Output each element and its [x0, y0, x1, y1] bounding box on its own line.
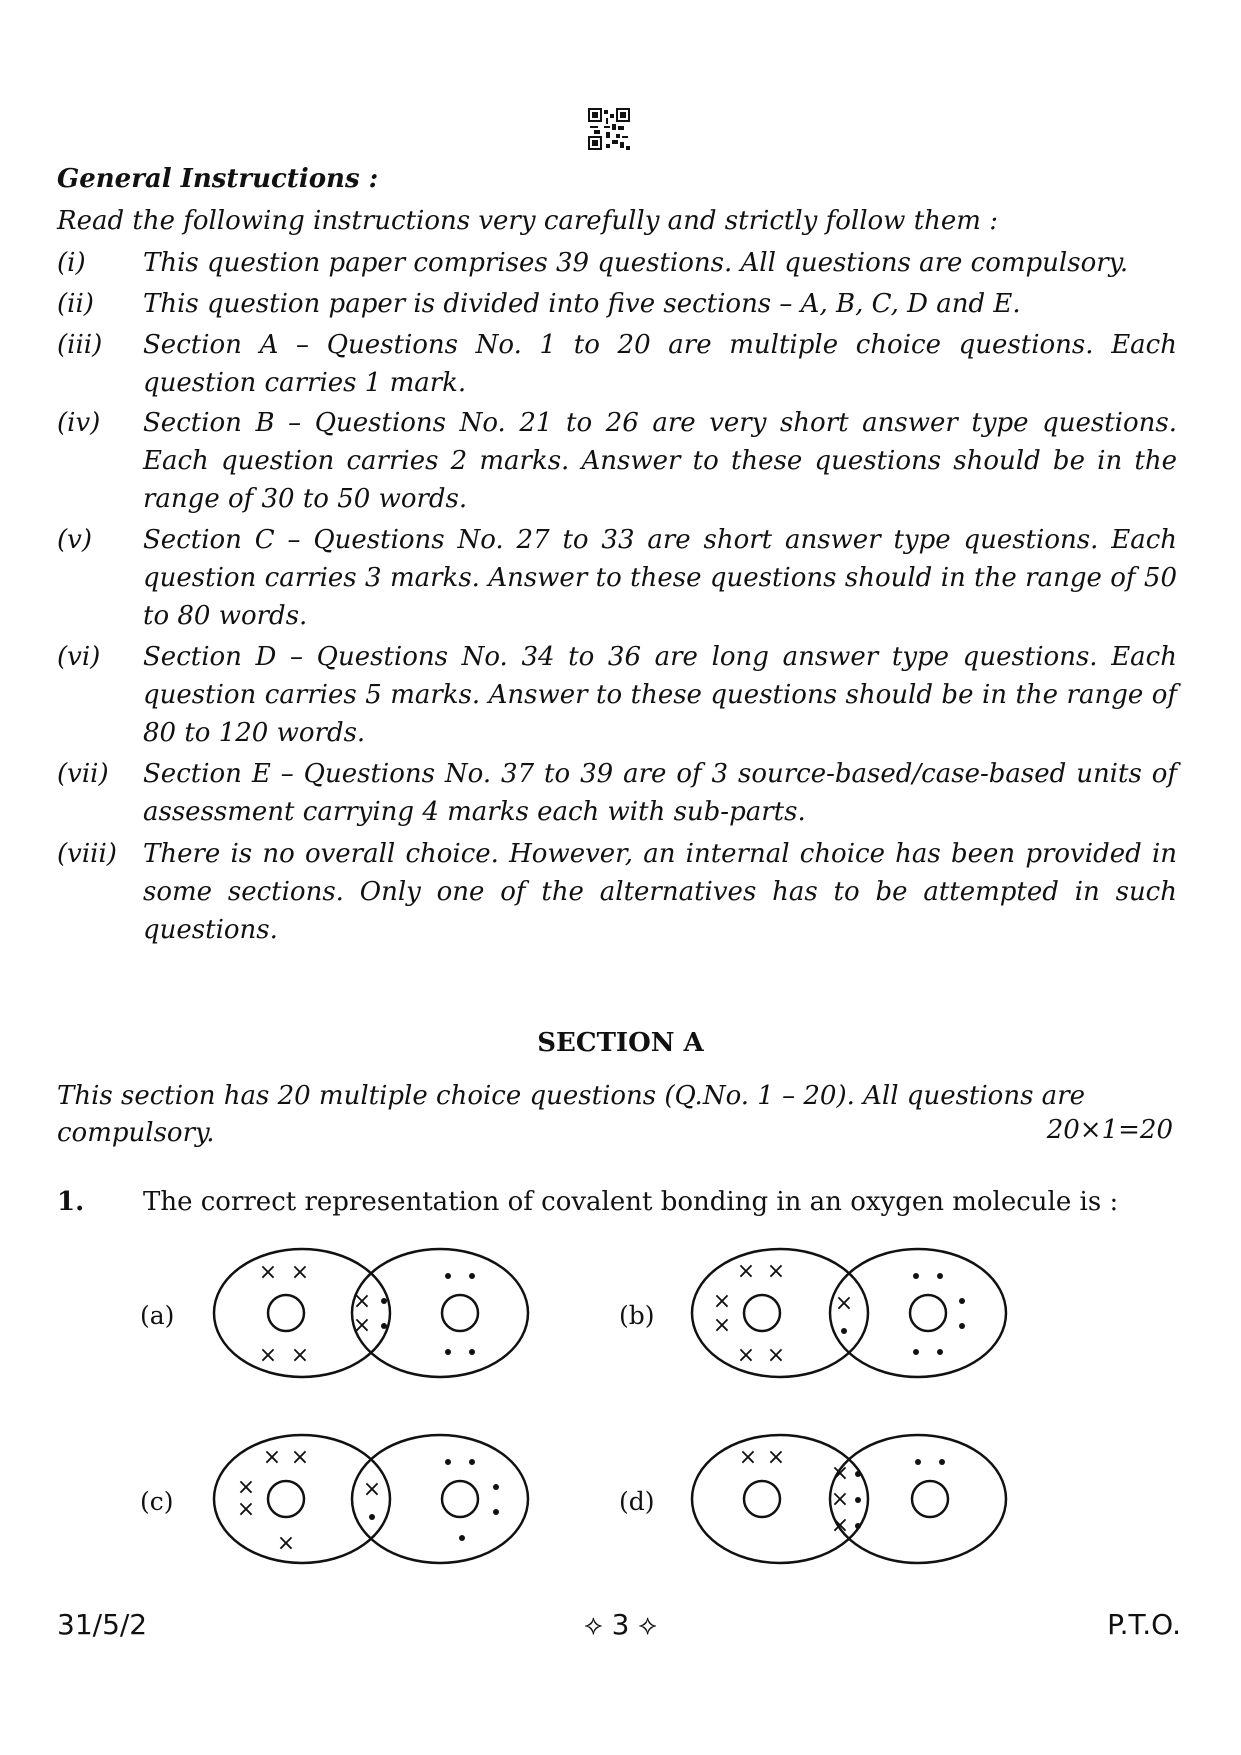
option-c-label[interactable]: (c)	[140, 1487, 174, 1516]
instruction-number: (vii)	[57, 759, 109, 789]
option-d-label[interactable]: (d)	[619, 1487, 655, 1516]
ornament-right-icon: ⟡	[638, 1608, 657, 1641]
section-a-title: SECTION A	[537, 1028, 704, 1058]
svg-text:×: ×	[712, 1313, 732, 1338]
svg-text:×: ×	[736, 1343, 756, 1368]
svg-text:×: ×	[830, 1461, 850, 1486]
svg-text:×: ×	[352, 1313, 372, 1338]
svg-text:×: ×	[830, 1487, 850, 1512]
svg-text:×: ×	[352, 1289, 372, 1314]
instruction-text: There is no overall choice. However, an internal choice has been provided in some sections. Only one of the alternatives has to be attempted in such questions.	[143, 839, 1177, 945]
section-a-marks: 20×1=20	[1046, 1115, 1173, 1145]
svg-text:×: ×	[766, 1343, 786, 1368]
instruction-number: (vi)	[57, 642, 101, 672]
instruction-text: This question paper comprises 39 questions. All questions are compulsory.	[143, 248, 1129, 278]
svg-text:×: ×	[766, 1445, 786, 1470]
instruction-text: Section B – Questions No. 21 to 26 are very short answer type questions. Each question carries 2 marks. Answer to these questions should be in the range of 30 to 50 words.	[143, 408, 1177, 514]
option-a-label[interactable]: (a)	[140, 1301, 175, 1330]
oxygen-bond-diagram-c	[212, 1432, 530, 1566]
oxygen-bond-diagram-a	[212, 1246, 530, 1380]
svg-text:×: ×	[766, 1259, 786, 1284]
instruction-number: (iv)	[57, 408, 101, 438]
ornament-left-icon: ⟡	[584, 1608, 603, 1641]
instruction-number: (iii)	[57, 330, 103, 360]
instruction-number: (v)	[57, 525, 92, 555]
pto-label: P.T.O.	[1107, 1608, 1181, 1641]
svg-text:×: ×	[830, 1513, 850, 1538]
svg-text:×: ×	[712, 1289, 732, 1314]
instruction-text: Section D – Questions No. 34 to 36 are long answer type questions. Each question carries 5 marks. Answer to these questions should be in the range of 80 to 120 words.	[143, 642, 1177, 748]
general-instructions-intro: Read the following instructions very carefully and strictly follow them :	[57, 206, 998, 236]
instruction-number: (ii)	[57, 289, 94, 319]
question-number: 1.	[57, 1187, 85, 1217]
svg-text:×: ×	[290, 1260, 310, 1285]
general-instructions-heading: General Instructions :	[57, 164, 379, 194]
svg-text:×: ×	[258, 1260, 278, 1285]
instruction-text: Section E – Questions No. 37 to 39 are of 3 source-based/case-based units of assessment carrying 4 marks each with sub-parts.	[143, 759, 1177, 827]
option-b-label[interactable]: (b)	[619, 1301, 655, 1330]
question-text: The correct representation of covalent bonding in an oxygen molecule is :	[143, 1187, 1119, 1217]
svg-text:×: ×	[290, 1343, 310, 1368]
svg-text:×: ×	[258, 1343, 278, 1368]
oxygen-bond-diagram-b	[690, 1246, 1008, 1380]
svg-text:×: ×	[236, 1475, 256, 1500]
svg-text:×: ×	[290, 1445, 310, 1470]
svg-text:×: ×	[738, 1445, 758, 1470]
paper-code: 31/5/2	[57, 1608, 148, 1641]
page-number	[0, 1608, 1241, 1642]
oxygen-bond-diagram-d	[690, 1432, 1008, 1566]
qr-code-icon	[588, 108, 630, 150]
instruction-text: This question paper is divided into five sections – A, B, C, D and E.	[143, 289, 1021, 319]
svg-text:×: ×	[736, 1259, 756, 1284]
section-a-description: This section has 20 multiple choice questions (Q.No. 1 – 20). All questions are compulsory.	[57, 1081, 1086, 1148]
svg-text:×: ×	[236, 1497, 256, 1522]
instruction-number: (viii)	[57, 839, 117, 869]
svg-text:×: ×	[834, 1291, 854, 1316]
svg-text:×: ×	[262, 1445, 282, 1470]
instruction-text: Section A – Questions No. 1 to 20 are multiple choice questions. Each question carries 1 mark.	[143, 330, 1177, 398]
instruction-number: (i)	[57, 248, 86, 278]
page-number-value: 3	[611, 1608, 630, 1641]
svg-text:×: ×	[276, 1531, 296, 1556]
svg-text:×: ×	[362, 1477, 382, 1502]
instruction-text: Section C – Questions No. 27 to 33 are short answer type questions. Each question carries 3 marks. Answer to these questions should in the range of 50 to 80 words.	[143, 525, 1177, 631]
